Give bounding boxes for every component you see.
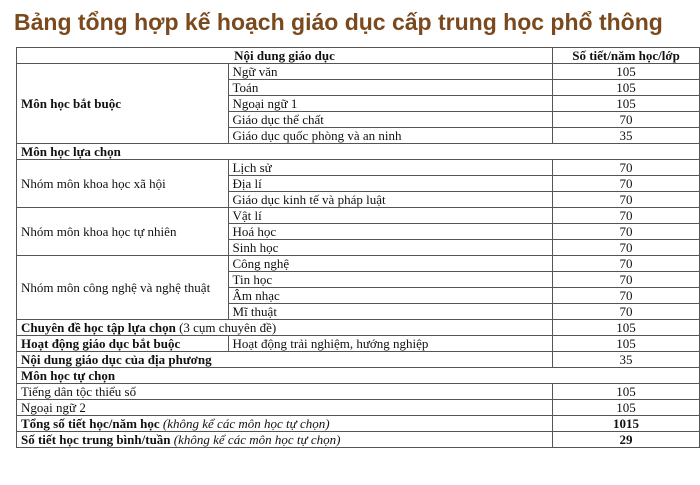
total-note: (không kể các môn học tự chọn) — [159, 416, 330, 431]
header-content: Nội dung giáo dục — [17, 48, 553, 64]
total-cell — [17, 416, 553, 432]
subject-name: Mĩ thuật — [228, 304, 553, 320]
group-label: Nhóm môn khoa học xã hội — [17, 160, 229, 208]
subject-name: Ngoại ngữ 1 — [228, 96, 553, 112]
subject-name: Lịch sử — [228, 160, 553, 176]
subject-periods: 70 — [553, 160, 700, 176]
subject-name: Tiếng dân tộc thiểu số — [17, 384, 553, 400]
subject-periods: 70 — [553, 304, 700, 320]
table-row — [17, 336, 700, 352]
average-note: (không kể các môn học tự chọn) — [170, 432, 341, 447]
subject-name: Hoá học — [228, 224, 553, 240]
optional-label: Môn học tự chọn — [17, 368, 700, 384]
topics-periods: 105 — [553, 320, 700, 336]
average-periods: 29 — [553, 432, 700, 448]
table-row — [17, 368, 700, 384]
subject-periods: 70 — [553, 112, 700, 128]
subject-periods: 70 — [553, 224, 700, 240]
table-row — [17, 320, 700, 336]
subject-periods: 35 — [553, 128, 700, 144]
table-row — [17, 208, 700, 224]
group-label: Nhóm môn khoa học tự nhiên — [17, 208, 229, 256]
subject-name: Tin học — [228, 272, 553, 288]
subject-name: Ngữ văn — [228, 64, 553, 80]
activities-label: Hoạt động giáo dục bắt buộc — [17, 336, 229, 352]
local-periods: 35 — [553, 352, 700, 368]
topics-cell — [17, 320, 553, 336]
subject-periods: 70 — [553, 256, 700, 272]
subject-periods: 70 — [553, 208, 700, 224]
subject-name: Âm nhạc — [228, 288, 553, 304]
subject-periods: 105 — [553, 96, 700, 112]
subject-name: Giáo dục quốc phòng và an ninh — [228, 128, 553, 144]
elective-label: Môn học lựa chọn — [17, 144, 700, 160]
average-cell — [17, 432, 553, 448]
table-row — [17, 256, 700, 272]
page-title: Bảng tổng hợp kế hoạch giáo dục cấp trung học phổ thông — [14, 9, 663, 35]
education-plan-table — [16, 47, 700, 448]
subject-periods: 105 — [553, 400, 700, 416]
header-periods: Số tiết/năm học/lớp — [553, 48, 700, 64]
subject-name: Sinh học — [228, 240, 553, 256]
subject-name: Công nghệ — [228, 256, 553, 272]
table-row — [17, 416, 700, 432]
group-label: Nhóm môn công nghệ và nghệ thuật — [17, 256, 229, 320]
table-row — [17, 160, 700, 176]
topics-label: Chuyên đề học tập lựa chọn — [21, 320, 176, 335]
subject-name: Giáo dục kinh tế và pháp luật — [228, 192, 553, 208]
total-periods: 1015 — [553, 416, 700, 432]
table-header-row — [17, 48, 700, 64]
subject-name: Ngoại ngữ 2 — [17, 400, 553, 416]
subject-name: Toán — [228, 80, 553, 96]
table-row — [17, 64, 700, 80]
subject-periods: 70 — [553, 176, 700, 192]
table-row — [17, 384, 700, 400]
subject-periods: 70 — [553, 192, 700, 208]
table-row — [17, 144, 700, 160]
subject-name: Vật lí — [228, 208, 553, 224]
subject-periods: 105 — [553, 384, 700, 400]
compulsory-label: Môn học bắt buộc — [17, 64, 229, 144]
activities-detail: Hoạt động trải nghiệm, hướng nghiệp — [228, 336, 553, 352]
table-row — [17, 432, 700, 448]
subject-name: Giáo dục thể chất — [228, 112, 553, 128]
subject-periods: 105 — [553, 80, 700, 96]
topics-note: (3 cụm chuyên đề) — [175, 320, 277, 335]
local-label: Nội dung giáo dục của địa phương — [17, 352, 553, 368]
table-row — [17, 400, 700, 416]
subject-name: Địa lí — [228, 176, 553, 192]
activities-periods: 105 — [553, 336, 700, 352]
average-label: Số tiết học trung bình/tuần — [21, 432, 171, 447]
subject-periods: 70 — [553, 288, 700, 304]
total-label: Tổng số tiết học/năm học — [21, 416, 160, 431]
subject-periods: 70 — [553, 240, 700, 256]
table-row — [17, 352, 700, 368]
subject-periods: 70 — [553, 272, 700, 288]
subject-periods: 105 — [553, 64, 700, 80]
